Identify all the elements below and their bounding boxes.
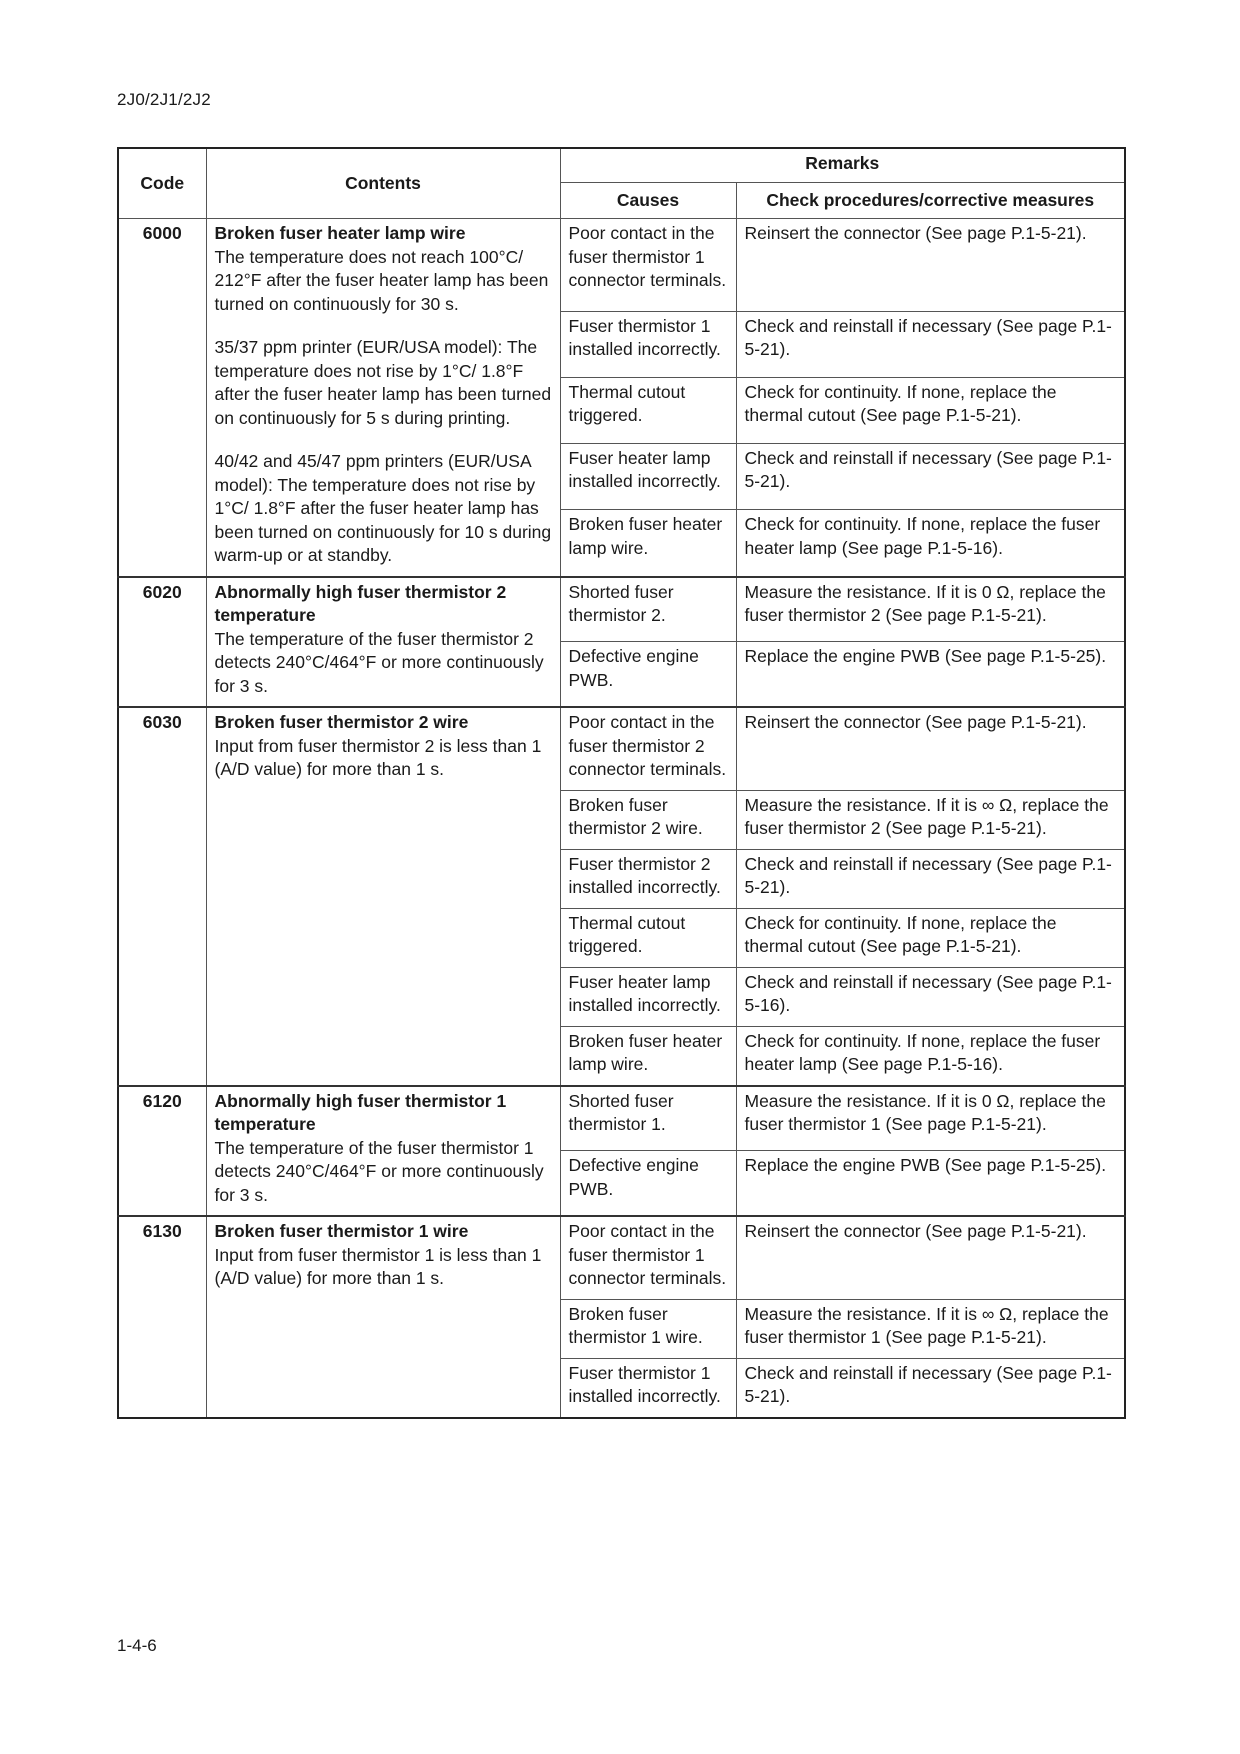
error-code: 6030 [118, 707, 206, 1086]
error-contents [206, 707, 560, 1086]
error-description: Input from fuser thermistor 2 is less than 1 (A/D value) for more than 1 s. [214, 735, 542, 779]
cause-cell: Broken fuser heater lamp wire. [560, 1026, 736, 1086]
header-check: Check procedures/corrective measures [736, 182, 1125, 219]
cause-cell: Broken fuser heater lamp wire. [560, 510, 736, 577]
check-cell: Check and reinstall if necessary (See page P.1-5-16). [736, 967, 1125, 1026]
check-cell: Replace the engine PWB (See page P.1-5-25). [736, 1151, 1125, 1216]
error-description: 35/37 ppm printer (EUR/USA model): The temperature does not rise by 1°C/ 1.8°F after the fuser heater lamp has been turned on continuously for 5 s during printing. [214, 337, 552, 428]
error-description: 40/42 and 45/47 ppm printers (EUR/USA model): The temperature does not rise by 1°C/ 1.8°F after the fuser heater lamp has been turned on continuously for 10 s during warm-up or at standby. [214, 451, 552, 565]
cause-cell: Defective engine PWB. [560, 1151, 736, 1216]
cause-cell: Fuser thermistor 1 installed incorrectly. [560, 311, 736, 377]
error-code: 6000 [118, 219, 206, 577]
check-cell: Reinsert the connector (See page P.1-5-21). [736, 1216, 1125, 1299]
cause-cell: Poor contact in the fuser thermistor 2 connector terminals. [560, 707, 736, 790]
check-cell: Check and reinstall if necessary (See page P.1-5-21). [736, 311, 1125, 377]
cause-cell: Fuser thermistor 2 installed incorrectly. [560, 849, 736, 908]
check-cell: Measure the resistance. If it is ∞ Ω, replace the fuser thermistor 2 (See page P.1-5-21). [736, 790, 1125, 849]
check-cell: Reinsert the connector (See page P.1-5-21). [736, 219, 1125, 312]
cause-cell: Shorted fuser thermistor 1. [560, 1086, 736, 1151]
table-row [118, 707, 1125, 790]
check-cell: Check for continuity. If none, replace the fuser heater lamp (See page P.1-5-16). [736, 1026, 1125, 1086]
cause-cell: Defective engine PWB. [560, 642, 736, 707]
cause-cell: Broken fuser thermistor 1 wire. [560, 1299, 736, 1358]
check-cell: Check for continuity. If none, replace the thermal cutout (See page P.1-5-21). [736, 908, 1125, 967]
error-description: Input from fuser thermistor 1 is less than 1 (A/D value) for more than 1 s. [214, 1244, 542, 1288]
check-cell: Check for continuity. If none, replace the fuser heater lamp (See page P.1-5-16). [736, 510, 1125, 577]
header-code: Code [118, 148, 206, 219]
error-title: Broken fuser heater lamp wire [214, 223, 466, 243]
table-row [118, 577, 1125, 642]
cause-cell: Poor contact in the fuser thermistor 1 connector terminals. [560, 1216, 736, 1299]
error-contents [206, 219, 560, 577]
check-cell: Check and reinstall if necessary (See page P.1-5-21). [736, 849, 1125, 908]
error-code-table [117, 147, 1126, 1419]
error-code: 6120 [118, 1086, 206, 1217]
header-remarks: Remarks [560, 148, 1125, 182]
cause-cell: Fuser heater lamp installed incorrectly. [560, 443, 736, 509]
cause-cell: Poor contact in the fuser thermistor 1 connector terminals. [560, 219, 736, 312]
error-contents [206, 1216, 560, 1418]
table-row [118, 1216, 1125, 1299]
check-cell: Replace the engine PWB (See page P.1-5-25). [736, 642, 1125, 707]
table-row [118, 1086, 1125, 1151]
table-row [118, 219, 1125, 312]
error-contents [206, 1086, 560, 1217]
cause-cell: Fuser thermistor 1 installed incorrectly. [560, 1358, 736, 1418]
error-title: Broken fuser thermistor 1 wire [214, 1221, 469, 1241]
check-cell: Check and reinstall if necessary (See page P.1-5-21). [736, 1358, 1125, 1418]
page-number: 1-4-6 [117, 1636, 157, 1655]
error-title: Abnormally high fuser thermistor 1 temperature [214, 1090, 507, 1134]
error-description: The temperature does not reach 100°C/ 212°F after the fuser heater lamp has been turned on continuously for 30 s. [214, 246, 549, 314]
cause-cell: Fuser heater lamp installed incorrectly. [560, 967, 736, 1026]
check-cell: Measure the resistance. If it is 0 Ω, replace the fuser thermistor 2 (See page P.1-5-21). [736, 577, 1125, 642]
check-cell: Reinsert the connector (See page P.1-5-21). [736, 707, 1125, 790]
table-body [118, 219, 1125, 1418]
error-description: The temperature of the fuser thermistor 1 detects 240°C/464°F or more continuously for 3 s. [214, 1137, 544, 1205]
header-contents: Contents [206, 148, 560, 219]
header-causes: Causes [560, 182, 736, 219]
error-description: The temperature of the fuser thermistor 2 detects 240°C/464°F or more continuously for 3 s. [214, 628, 544, 696]
error-code: 6130 [118, 1216, 206, 1418]
cause-cell: Shorted fuser thermistor 2. [560, 577, 736, 642]
check-cell: Measure the resistance. If it is ∞ Ω, replace the fuser thermistor 1 (See page P.1-5-21). [736, 1299, 1125, 1358]
error-title: Broken fuser thermistor 2 wire [214, 712, 469, 732]
error-title: Abnormally high fuser thermistor 2 temperature [214, 581, 507, 625]
page-header-model: 2J0/2J1/2J2 [117, 90, 211, 109]
check-cell: Measure the resistance. If it is 0 Ω, replace the fuser thermistor 1 (See page P.1-5-21). [736, 1086, 1125, 1151]
cause-cell: Thermal cutout triggered. [560, 377, 736, 443]
check-cell: Check and reinstall if necessary (See page P.1-5-21). [736, 443, 1125, 509]
cause-cell: Broken fuser thermistor 2 wire. [560, 790, 736, 849]
error-code: 6020 [118, 577, 206, 708]
check-cell: Check for continuity. If none, replace the thermal cutout (See page P.1-5-21). [736, 377, 1125, 443]
error-contents [206, 577, 560, 708]
cause-cell: Thermal cutout triggered. [560, 908, 736, 967]
